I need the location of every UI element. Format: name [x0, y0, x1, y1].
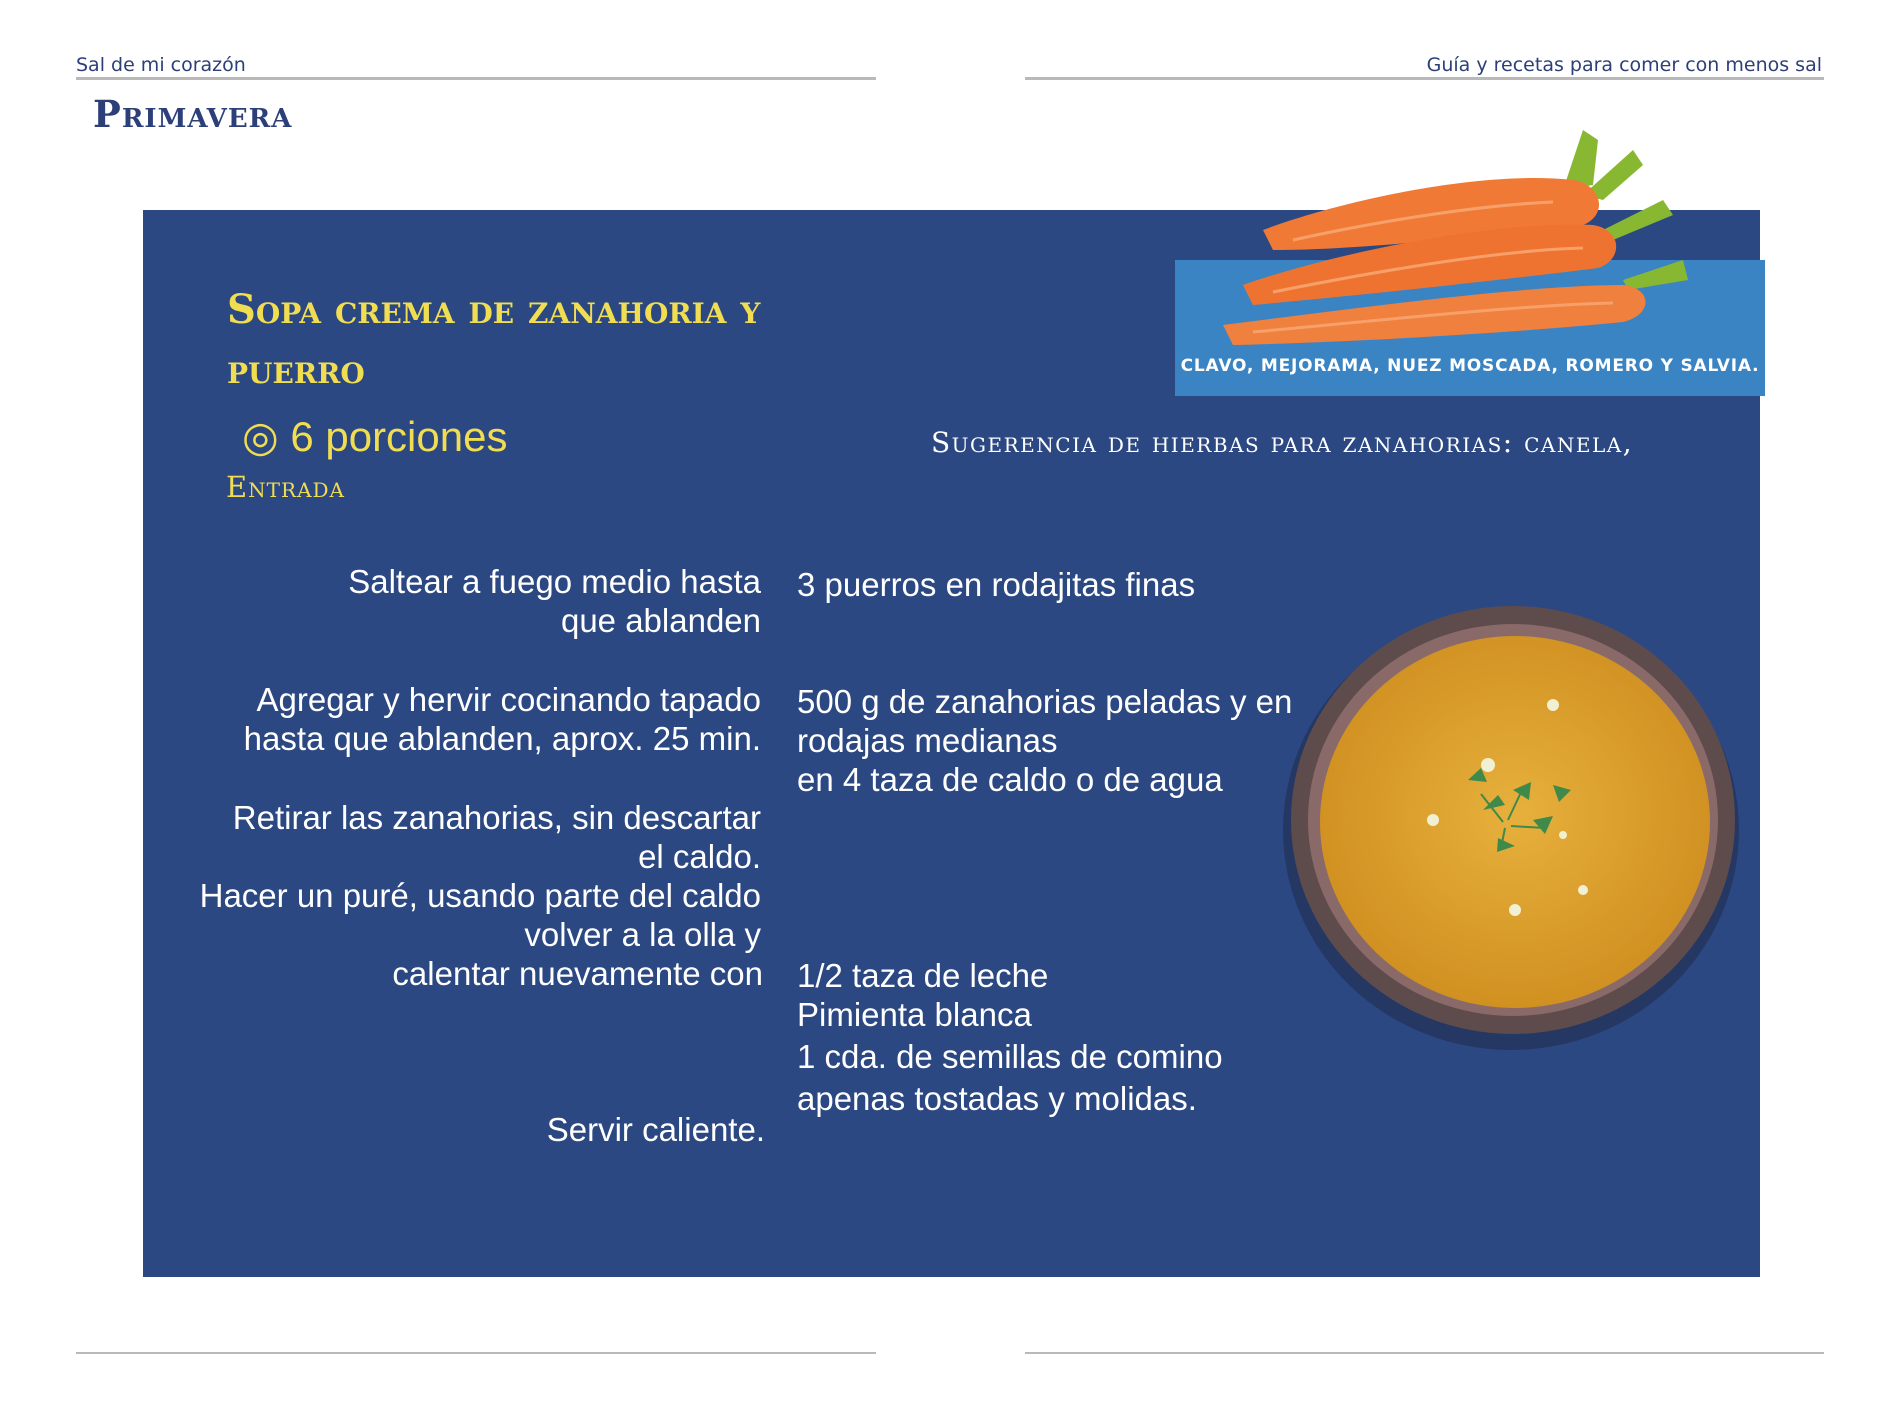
- header-rule-right: [1025, 77, 1824, 80]
- step-1: Saltear a fuego medio hasta que ablanden: [348, 563, 761, 639]
- ingredient-1: 3 puerros en rodajitas finas: [797, 566, 1196, 603]
- page-header-left: Sal de mi corazón: [76, 54, 246, 76]
- servings: [242, 412, 507, 461]
- footer-rule-left: [76, 1352, 876, 1354]
- course-label: Entrada: [226, 470, 345, 504]
- ingredient-2: 500 g de zanahorias peladas y en rodajas medianas: [797, 683, 1293, 759]
- servings-label: 6 porciones: [290, 413, 508, 460]
- ingredient-6: 1 cda. de semillas de comino apenas tostadas y molidas.: [797, 1038, 1223, 1117]
- herb-suggestion: Sugerencia de hierbas para zanahorias: canela,: [931, 426, 1634, 459]
- step-2: Agregar y hervir cocinando tapado hasta que ablanden, aprox. 25 min.: [243, 681, 761, 757]
- soup-bowl-image: [1283, 590, 1743, 1050]
- step-6: Servir caliente.: [546, 1111, 765, 1148]
- servings-icon: ◎: [242, 413, 279, 460]
- step-4: Hacer un puré, usando parte del caldo volver a la olla y: [199, 877, 761, 953]
- footer-rule-right: [1025, 1352, 1824, 1354]
- ingredient-5: Pimienta blanca: [797, 996, 1032, 1033]
- recipe-card: [143, 210, 1760, 1277]
- section-title: Primavera: [93, 92, 293, 136]
- page-header-right: Guía y recetas para comer con menos sal: [1426, 54, 1822, 76]
- header-rule-left: [76, 77, 876, 80]
- recipe-title: Sopa crema de zanahoria y puerro: [227, 286, 761, 393]
- ingredient-4: 1/2 taza de leche: [797, 957, 1049, 994]
- step-3: Retirar las zanahorias, sin descartar el caldo.: [232, 799, 761, 875]
- carrots-image: [1203, 110, 1703, 350]
- herb-box-text: CLAVO, MEJORAMA, NUEZ MOSCADA, ROMERO Y SALVIA.: [1180, 356, 1760, 376]
- ingredient-3: en 4 taza de caldo o de agua: [797, 761, 1223, 798]
- step-5: calentar nuevamente con: [392, 955, 763, 992]
